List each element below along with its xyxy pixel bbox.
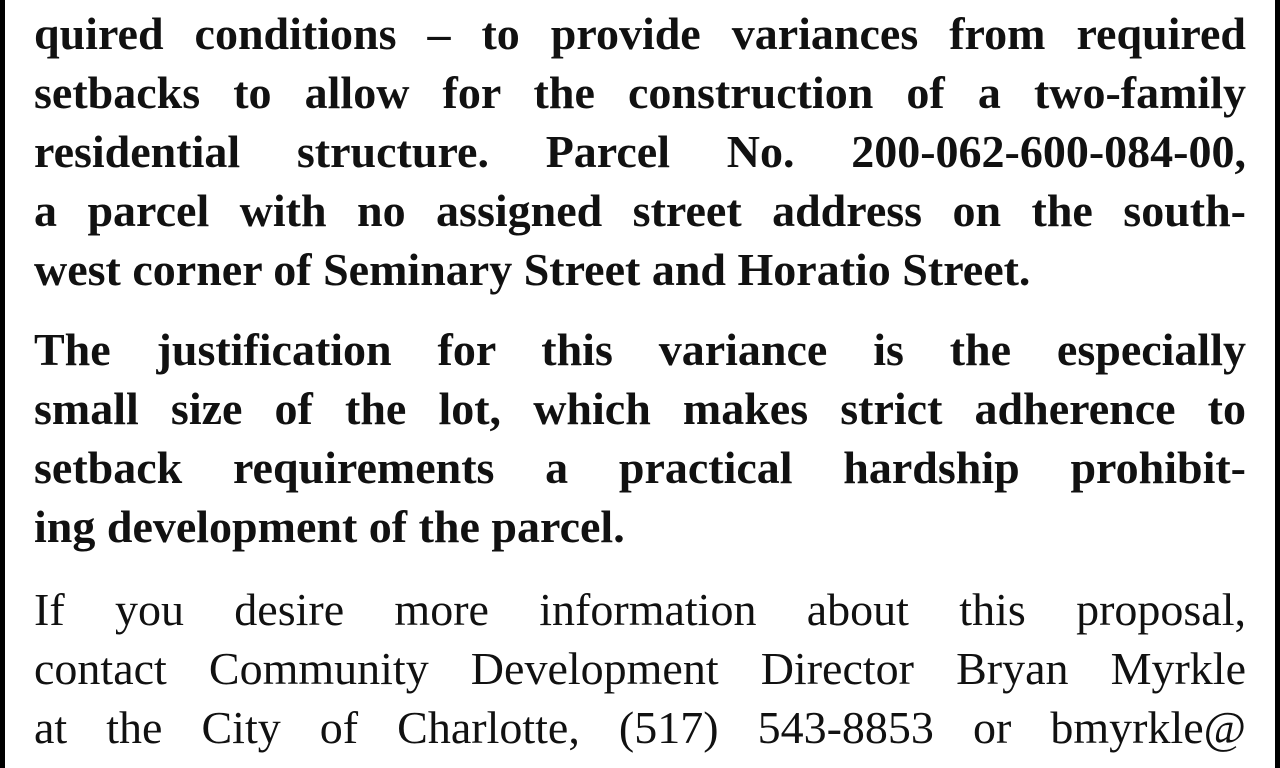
text-line: The justification for this variance is the especially xyxy=(34,324,1246,375)
text-line: residential structure. Parcel No. 200-062-600-084-00, xyxy=(34,126,1246,177)
variance-description-paragraph xyxy=(34,4,1246,299)
text-line: a parcel with no assigned street address on the south- xyxy=(34,185,1246,236)
text-line: ing development of the parcel. xyxy=(34,501,625,552)
text-line: west corner of Seminary Street and Horatio Street. xyxy=(34,244,1031,295)
text-line: at the City of Charlotte, (517) 543-8853 or bmyrkle@ xyxy=(34,702,1246,753)
contact-paragraph xyxy=(34,580,1246,757)
text-line: setback requirements a practical hardship prohibit- xyxy=(34,442,1246,493)
text-line: contact Community Development Director Bryan Myrkle xyxy=(34,643,1246,694)
text-line: small size of the lot, which makes strict adherence to xyxy=(34,383,1246,434)
text-line: setbacks to allow for the construction of a two-family xyxy=(34,67,1246,118)
text-line: If you desire more information about this proposal, xyxy=(34,584,1246,635)
justification-paragraph xyxy=(34,320,1246,556)
text-line: quired conditions – to provide variances from required xyxy=(34,8,1246,59)
